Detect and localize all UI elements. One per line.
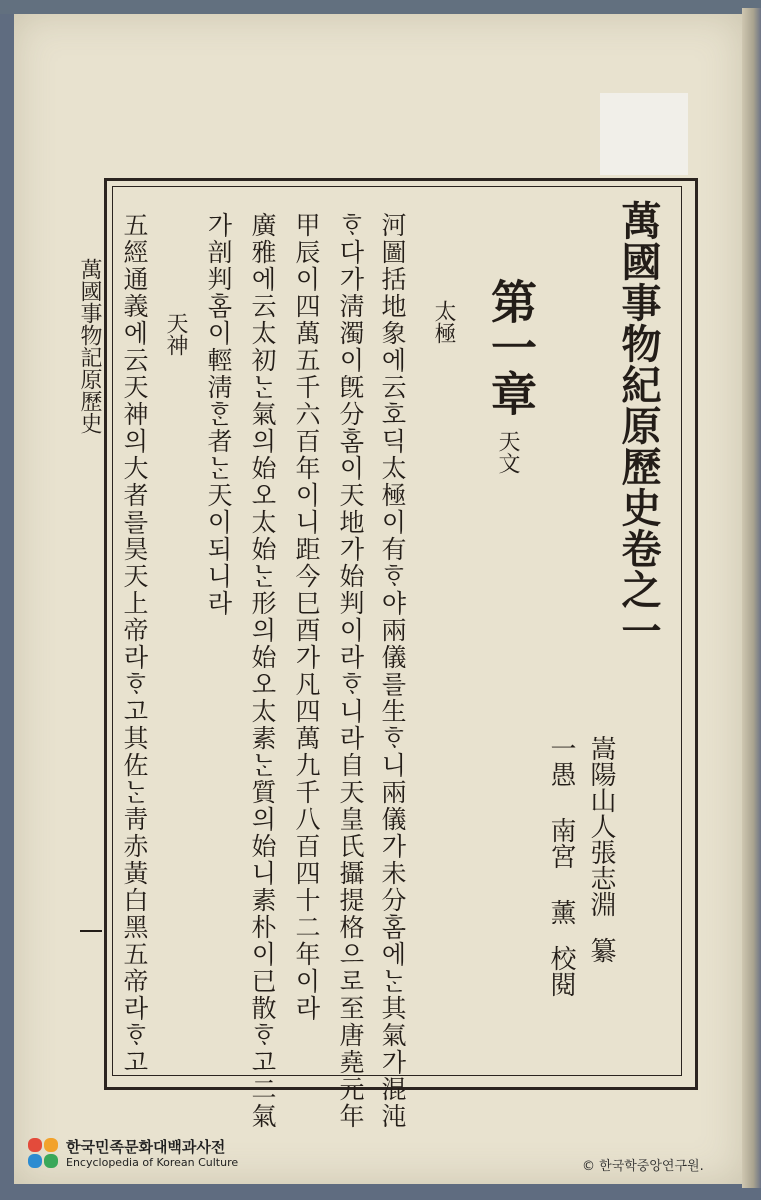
editor-role: 校閱 — [546, 945, 576, 997]
page-number-mark — [80, 930, 102, 932]
section-heading-taiji: 太極 — [431, 300, 456, 344]
scan-background-top — [0, 0, 761, 14]
editor-name: 一愚 南宮 薰 — [546, 735, 576, 925]
logo-english-text: Encyclopedia of Korean Culture — [66, 1156, 239, 1169]
editor-line — [548, 735, 574, 997]
logo-icon — [28, 1138, 60, 1170]
body-line: 五經通義에云天神의大者를昊天上帝라ᄒᆞ고其佐ᄂᆞᆫ靑赤黃白黑五帝라ᄒᆞ고 — [120, 212, 149, 1076]
margin-running-title: 萬國事物記原歷史 — [77, 258, 102, 434]
author-line — [588, 735, 614, 963]
body-line: 甲辰이四萬五千六百年이니距今巳酉가凡四萬九千八百四十二年이라 — [292, 212, 321, 1022]
body-line: 가剖判홈이輕淸ᄒᆞᆫ者ᄂᆞᆫ天이되니라 — [204, 212, 233, 617]
paper-tab-label — [600, 93, 688, 175]
author-name: 嵩陽山人張志淵 — [586, 735, 616, 917]
book-title: 萬國事物紀原歷史卷之一 — [615, 200, 662, 651]
section-heading-tianshen: 天神 — [163, 312, 188, 356]
logo-korean-text: 한국민족문화대백과사전 — [66, 1138, 226, 1156]
chapter-heading: 第一章 — [484, 278, 538, 416]
encyclopedia-logo — [28, 1138, 238, 1170]
body-line: 廣雅에云太初ᄂᆞᆫ氣의始오太始ᄂᆞᆫ形의始오太素ᄂᆞᆫ質의始니素朴이已散ᄒᆞ고二氣 — [248, 212, 277, 1130]
author-role: 纂 — [586, 937, 616, 963]
chapter-subject: 天文 — [495, 430, 520, 474]
page-edge — [742, 8, 761, 1188]
copyright-notice: © 한국학중앙연구원. — [582, 1159, 704, 1174]
body-line: ᄒᆞ다가淸濁이旣分홈이天地가始判이라ᄒᆞ니라自天皇氏攝提格으로至唐堯元年 — [336, 212, 365, 1130]
body-line: 河圖括地象에云호딕太極이有ᄒᆞ야兩儀를生ᄒᆞ니兩儀가未分홈에ᄂᆞᆫ其氣가混沌 — [378, 212, 407, 1130]
